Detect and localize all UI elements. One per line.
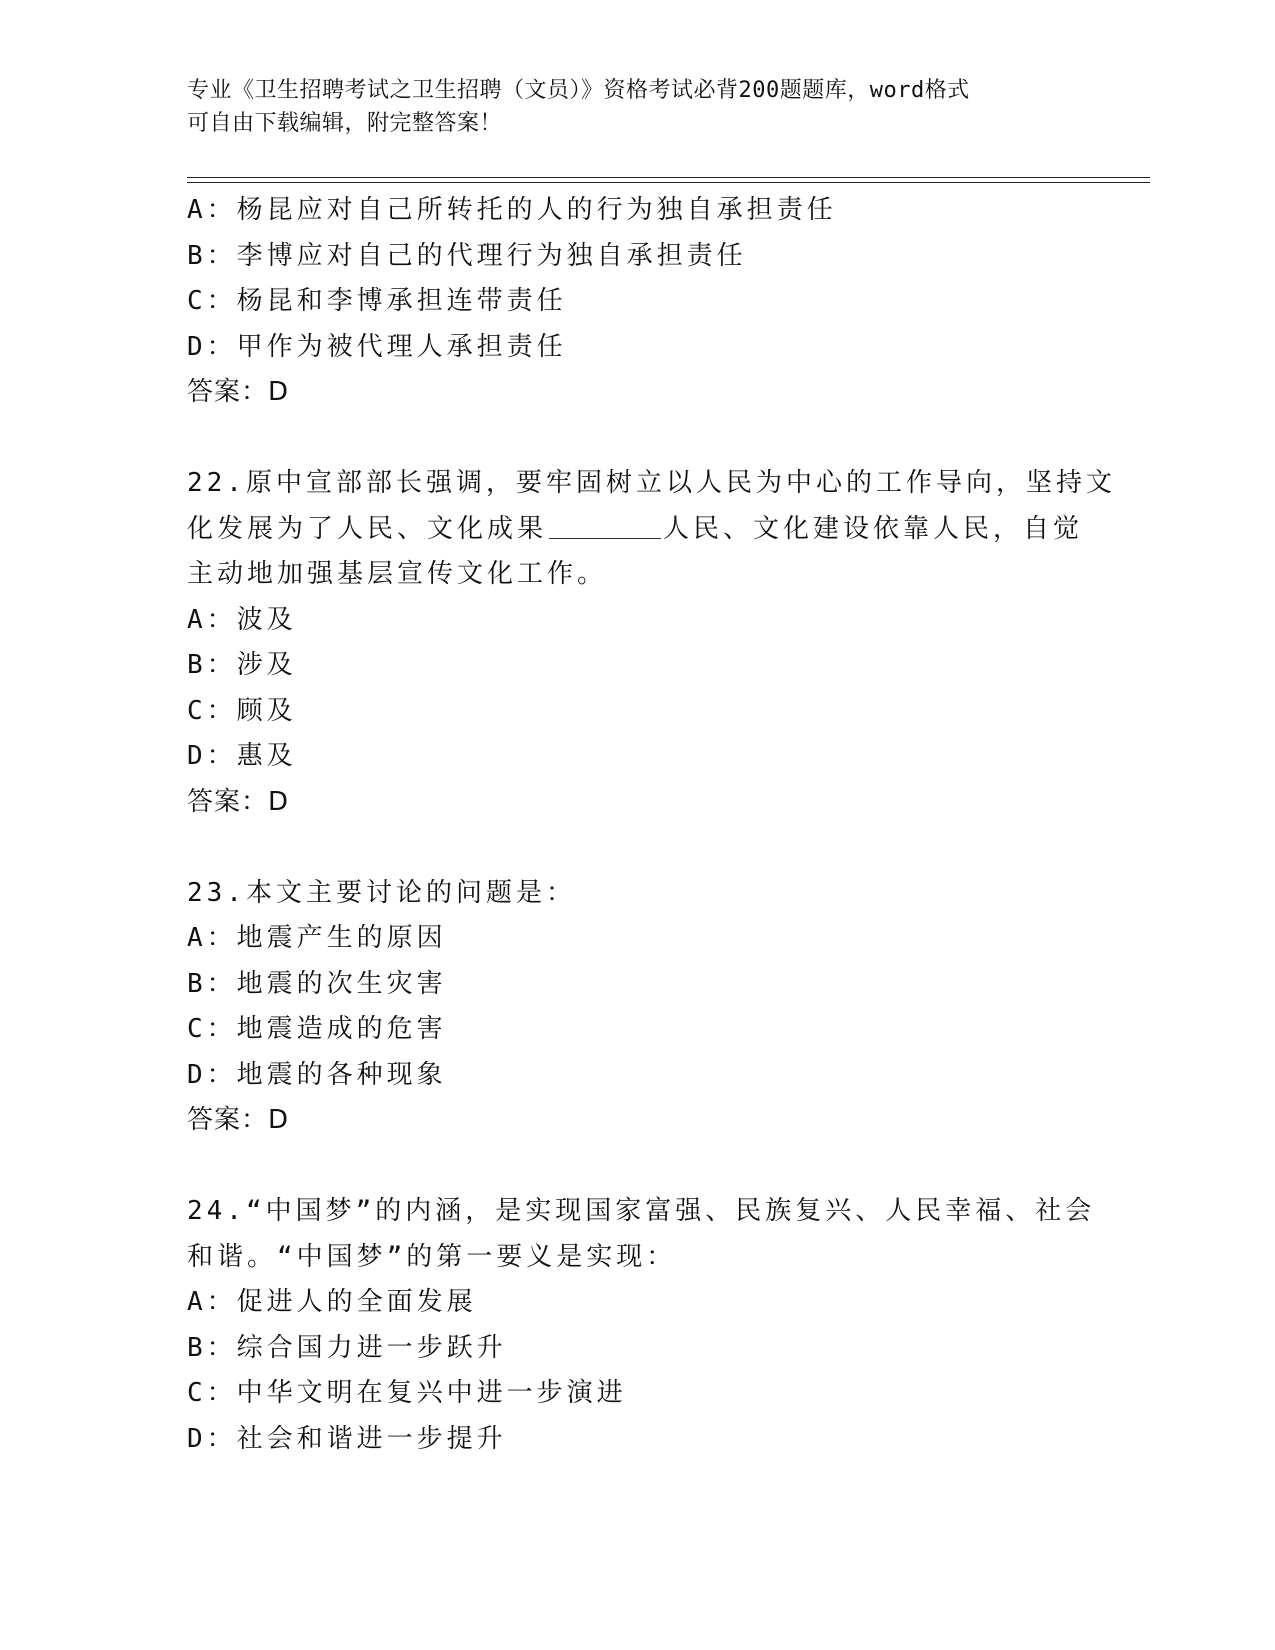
option-b: B：涉及: [187, 650, 297, 680]
option-a: A：促进人的全面发展: [187, 1287, 477, 1317]
question-text-line-1: 24.“中国梦”的内涵，是实现国家富强、民族复兴、人民幸福、社会: [187, 1196, 1096, 1226]
question-24: [187, 1189, 1096, 1462]
header-line-2: 可自由下载编辑，附完整答案！: [187, 111, 503, 136]
question-text-line-2: 和谐。“中国梦”的第一要义是实现：: [187, 1241, 677, 1272]
answer: 答案：D: [187, 377, 290, 407]
header-rule-top: [187, 177, 1150, 178]
option-c: C：地震造成的危害: [187, 1014, 447, 1044]
option-b: B：李博应对自己的代理行为独自承担责任: [187, 240, 747, 271]
option-c: C：顾及: [187, 695, 297, 726]
question-22: [187, 461, 1116, 825]
option-c: C：杨昆和李博承担连带责任: [187, 286, 567, 316]
question-content: [187, 188, 1116, 1462]
header-line-1: 专业《卫生招聘考试之卫生招聘（文员）》资格考试必背200题题库，word格式: [187, 78, 970, 103]
question-21: [187, 188, 1087, 416]
spacer: [187, 825, 1087, 871]
option-b: B：地震的次生灾害: [187, 968, 447, 999]
spacer: [187, 416, 1087, 462]
question-text-line-1: 23.本文主要讨论的问题是：: [187, 877, 576, 908]
question-text-before-blank: 化发展为了人民、文化成果: [187, 513, 548, 544]
question-text-line-3: 主动地加强基层宣传文化工作。: [187, 559, 608, 589]
question-text-line-2: [187, 507, 1087, 553]
answer: 答案：D: [187, 1105, 290, 1135]
fill-in-blank: [549, 510, 661, 539]
option-a: A：波及: [187, 604, 297, 635]
header-rule-bottom: [187, 182, 1150, 183]
question-text-line-1: 22.原中宣部部长强调，要牢固树立以人民为中心的工作导向，坚持文: [187, 468, 1116, 498]
option-a: A：杨昆应对自己所转托的人的行为独自承担责任: [187, 195, 837, 225]
option-c: C：中华文明在复兴中进一步演进: [187, 1378, 627, 1408]
option-b: B：综合国力进一步跃升: [187, 1332, 507, 1363]
spacer: [187, 1144, 1087, 1190]
question-text-after-blank: 人民、文化建设依靠人民，自觉: [663, 513, 1084, 544]
option-d: D：惠及: [187, 741, 297, 771]
question-23: [187, 871, 1087, 1144]
option-a: A：地震产生的原因: [187, 923, 447, 953]
page-header: [187, 74, 1087, 140]
option-d: D：地震的各种现象: [187, 1059, 447, 1090]
answer: 答案：D: [187, 786, 290, 817]
option-d: D：甲作为被代理人承担责任: [187, 331, 567, 362]
option-d: D：社会和谐进一步提升: [187, 1423, 507, 1454]
